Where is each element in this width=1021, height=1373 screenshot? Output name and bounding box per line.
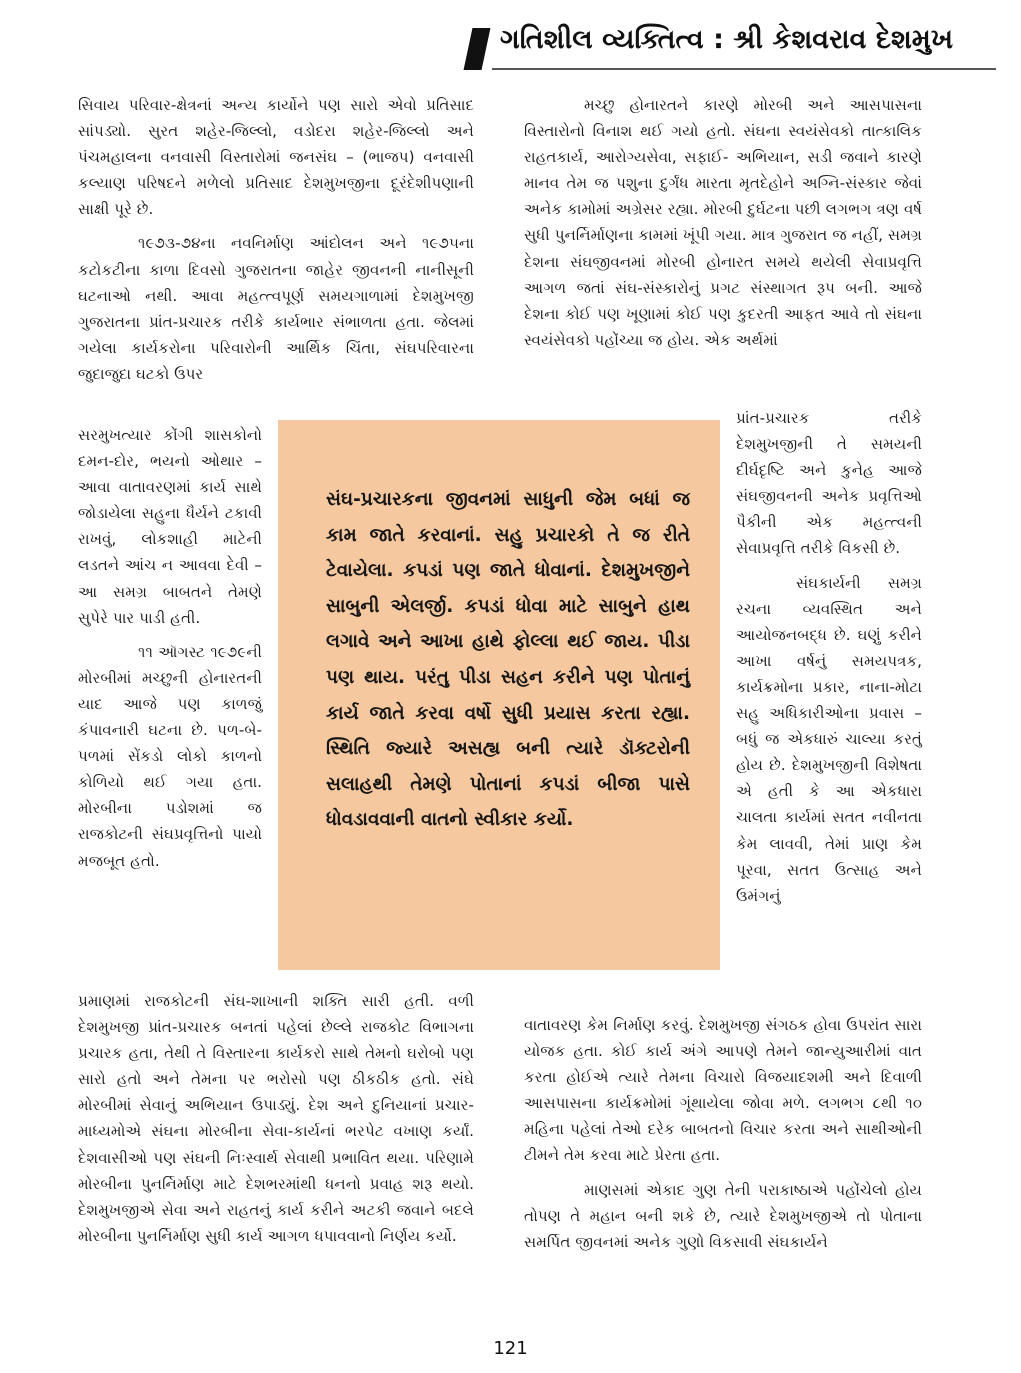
callout-box [278,420,720,970]
right-paragraph-3: સંઘકાર્યની સમગ્ર રચના વ્યવસ્થિત અને આયોજનબદ્ધ છે. ઘણું કરીને આખા વર્ષનું સમયપત્રક, કાર્યક્રમોના પ્રકાર, નાના-મોટા સહુ અધિકારીઓના પ્રવાસ – બધું જ એકધારું ચાલ્યા કરતું હોય છે. દેશમુખજીની વિશેષતા એ હતી કે આ એકધારા ચાલતા કાર્યમાં સતત નવીનતા કેમ લાવવી, તેમાં પ્રાણ કેમ પૂરવા, સતત ઉત્સાહ અને ઉમંગનું [736,573,922,905]
header-rule [492,68,996,70]
left-paragraph-4: ૧૧ ઑગસ્ટ ૧૯૭૯ની મોરબીમાં મચ્છુની હોનારતની યાદ આજે પણ કાળજું કંપાવનારી ઘટના છે. પળ-બે-પળમાં સેંકડો લોકો કાળનો કોળિયો થઈ ગયા હતા. મોરબીના પડોશમાં જ રાજકોટની સંઘપ્રવૃત્તિનો પાયો મજબૂત હતો. [78,642,262,870]
right-column-narrow [736,405,922,909]
right-paragraph-1: મચ્છુ હોનારતને કારણે મોરબી અને આસપાસના વિસ્તારોનો વિનાશ થઈ ગયો હતો. સંઘના સ્વયંસેવકો તાત્કાલિક રાહતકાર્ય, આરોગ્યસેવા, સફાઈ- અભિયાન, સડી જવાને કારણે માનવ તેમ જ પશુના દુર્ગંધ મારતા મૃતદેહોને અગ્નિ-સંસ્કાર જેવાં અનેક કામોમાં અગ્રેસર રહ્યા. મોરબી દુર્ઘટના પછી લગભગ ત્રણ વર્ષ સુધી પુનર્નિર્માણના કામમાં ખૂંપી ગયા. માત્ર ગુજરાત જ નહીં, સમગ્ર દેશના સંઘજીવનમાં મોરબી હોનારત સમયે થયેલી સેવાપ્રવૃત્તિ આગળ જતાં સંઘ-સંસ્કારોનું પ્રગટ સંસ્થાગત રૂપ બની. આજે દેશના કોઈ પણ ખૂણામાં કોઈ પણ કુદરતી આફત આવે તો સંઘના સ્વયંસેવકો પહોંચ્યા જ હોય. એક અર્થમાં [524,96,922,349]
left-column-bottom [78,988,474,1249]
page-header-title: ગતિશીલ વ્યક્તિત્વ : શ્રી કેશવરાવ દેશમુખ [500,24,954,55]
left-paragraph-1: સિવાય પરિવાર-ક્ષેત્રનાં અન્ય કાર્યોને પણ સારો એવો પ્રતિસાદ સાંપડ્યો. સુરત શહેર-જિલ્લો, વડોદરા શહેર-જિલ્લો અને પંચમહાલના વનવાસી વિસ્તારોમાં જનસંઘ – (ભાજપ) વનવાસી કલ્યાણ પરિષદને મળેલો પ્રતિસાદ દેશમુખજીના દૂરંદેશીપણાની સાક્ષી પૂરે છે. [78,96,474,219]
left-column-narrow [78,422,262,874]
right-column-top [524,92,922,353]
header-mark [464,28,491,70]
right-column-bottom [524,1012,922,1255]
left-paragraph-5: પ્રમાણમાં રાજકોટની સંઘ-શાખાની શક્તિ સારી હતી. વળી દેશમુખજી પ્રાંત-પ્રચારક બનતાં પહેલાં છેલ્લે રાજકોટ વિભાગના પ્રચારક હતા, તેથી તે વિસ્તારના કાર્યકરો સાથે તેમનો ઘરોબો પણ સારો હતો અને તેમના પર ભરોસો પણ ઠીકઠીક હતો. સંઘે મોરબીમાં સેવાનું અભિયાન ઉપાડ્યું. દેશ અને દુનિયાનાં પ્રચાર-માધ્યમોએ સંઘના મોરબીના સેવા-કાર્યનાં ભરપેટ વખાણ કર્યાં. દેશવાસીઓ પણ સંઘની નિઃસ્વાર્થ સેવાથી પ્રભાવિત થયા. પરિણામે મોરબીના પુનર્નિર્માણ માટે દેશભરમાંથી ધનનો પ્રવાહ શરૂ થયો. દેશમુખજીએ સેવા અને રાહતનું કાર્ય કરીને અટકી જવાને બદલે મોરબીના પુનર્નિર્માણ સુધી કાર્ય આગળ ધપાવવાનો નિર્ણય કર્યો. [78,992,474,1245]
left-paragraph-2: ૧૯૭૩-૭૪ના નવનિર્માણ આંદોલન અને ૧૯૭૫ના કટોકટીના કાળા દિવસો ગુજરાતના જાહેર જીવનની નાનીસૂની ઘટનાઓ નથી. આવા મહત્ત્વપૂર્ણ સમયગાળામાં દેશમુખજી ગુજરાતના પ્રાંત-પ્રચારક તરીકે કાર્યભાર સંભાળતા હતા. જેલમાં ગયેલા કાર્યકરોના પરિવારોની આર્થિક ચિંતા, સંઘપરિવારના જુદાજુદા ઘટકો ઉપર [78,234,474,383]
left-paragraph-3: સરમુખત્યાર કોંગી શાસકોનો દમન-દોર, ભયનો ઓથાર – આવા વાતાવરણમાં કાર્ય સાથે જોડાયેલા સહુના ધૈર્યને ટકાવી રાખવું, લોકશાહી માટેની લડતને આંચ ન આવવા દેવી – આ સમગ્ર બાબતને તેમણે સુપેરે પાર પાડી હતી. [78,426,262,627]
callout-text: સંઘ-પ્રચારકના જીવનમાં સાધુની જેમ બધાં જ કામ જાતે કરવાનાં. સહુ પ્રચારકો તે જ રીતે ટેવાયેલા. કપડાં પણ જાતે ધોવાનાં. દેશમુખજીને સાબુની એલર્જી. કપડાં ધોવા માટે સાબુને હાથ લગાવે અને આખા હાથે ફોલ્લા થઈ જાય. પીડા પણ થાય. પરંતુ પીડા સહન કરીને પણ પોતાનું કાર્ય જાતે કરવા વર્ષો સુધી પ્રયાસ કરતા રહ્યા. સ્થિતિ જ્યારે અસહ્ય બની ત્યારે ડૉક્ટરોની સલાહથી તેમણે પોતાનાં કપડાં બીજા પાસે ધોવડાવવાની વાતનો સ્વીકાર કર્યો. [326,489,690,831]
right-paragraph-5: માણસમાં એકાદ ગુણ તેની પરાકાષ્ઠાએ પહોંચેલો હોય તોપણ તે મહાન બની શકે છે, ત્યારે દેશમુખજીએ તો પોતાના સમર્પિત જીવનમાં અનેક ગુણો વિકસાવી સંઘકાર્યને [524,1180,922,1251]
right-paragraph-2: પ્રાંત-પ્રચારક તરીકે દેશમુખજીની તે સમયની દીર્ઘદૃષ્ટિ અને કુનેહ આજે સંઘજીવનની અનેક પ્રવૃત્તિઓ પૈકીની એક મહત્ત્વની સેવાપ્રવૃત્તિ તરીકે વિકસી છે. [736,409,922,558]
right-paragraph-4: વાતાવરણ કેમ નિર્માણ કરવું. દેશમુખજી સંગઠક હોવા ઉપરાંત સારા યોજક હતા. કોઈ કાર્ય અંગે આપણે તેમને જાન્યુઆરીમાં વાત કરતા હોઈએ ત્યારે તેમના વિચારો વિજયાદશમી અને દિવાળી આસપાસના કાર્યક્રમોમાં ગૂંથાયેલા જોવા મળે. લગભગ ૮થી ૧૦ મહિના પહેલાં તેઓ દરેક બાબતનો વિચાર કરતા અને સાથીઓની ટીમને તેમ કરવા માટે પ્રેરતા હતા. [524,1016,922,1165]
left-column-top [78,92,474,387]
page-number: 121 [493,1338,528,1359]
